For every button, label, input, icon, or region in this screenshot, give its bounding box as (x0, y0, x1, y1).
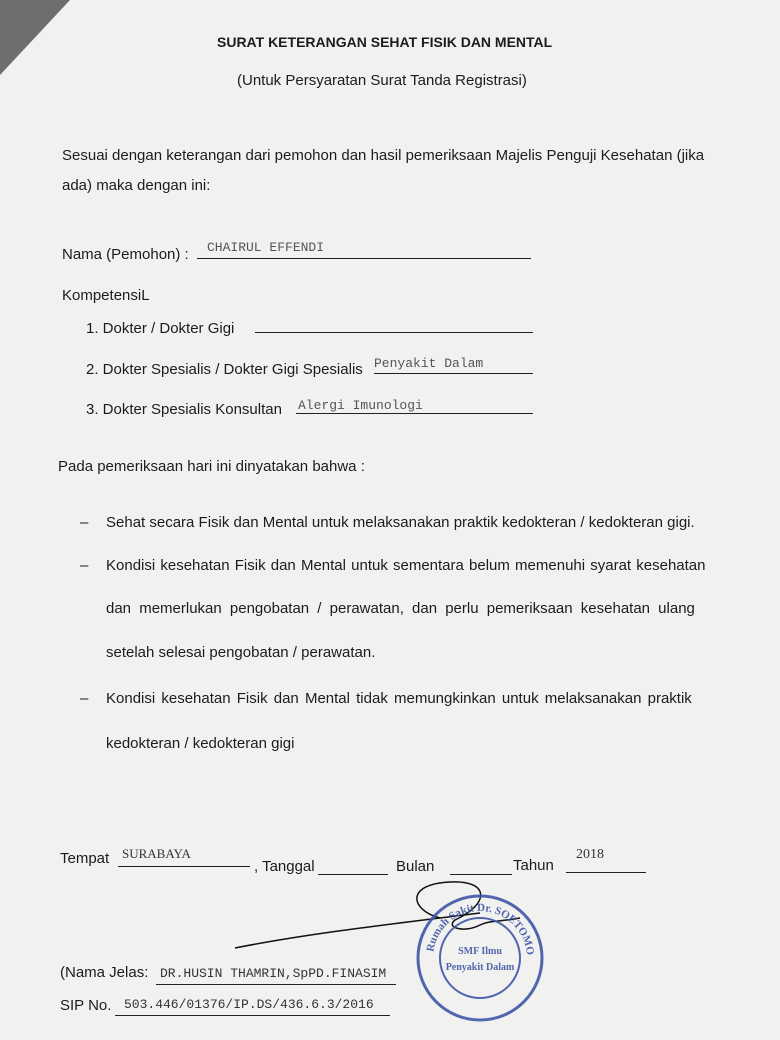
sip-line (115, 1015, 390, 1016)
bullet-mark: – (80, 557, 89, 574)
tempat-line (118, 866, 250, 867)
nama-jelas-value: DR.HUSIN THAMRIN,SpPD.FINASIM (160, 966, 387, 981)
sip-label: SIP No. (60, 997, 112, 1014)
kompetensi-item-label: 2. Dokter Spesialis / Dokter Gigi Spesialis (86, 361, 363, 378)
kompetensi-line (296, 413, 533, 414)
bullet-2-line: dan memerlukan pengobatan / perawatan, dan perlu pemeriksaan kesehatan ulang (106, 600, 695, 617)
bulan-label: Bulan (396, 858, 435, 875)
kompetensi-item-label: 3. Dokter Spesialis Konsultan (86, 401, 282, 418)
tempat-label: Tempat (60, 850, 110, 867)
kompetensi-label: KompetensiL (62, 287, 150, 304)
nama-label: Nama (Pemohon) : (62, 246, 189, 263)
bullet-1-line: Sehat secara Fisik dan Mental untuk melaksanakan praktik kedokteran / kedokteran gigi. (106, 514, 695, 531)
kompetensi-value: Alergi Imunologi (298, 398, 423, 413)
nama-line (197, 258, 531, 259)
hospital-stamp (410, 888, 550, 1028)
stamp-center-text: SMF Ilmu (458, 946, 502, 957)
tempat-value: SURABAYA (122, 846, 191, 861)
nama-jelas-line (156, 984, 396, 985)
photo-corner-shadow (0, 0, 70, 75)
tahun-value: 2018 (576, 847, 604, 862)
kompetensi-line (255, 332, 533, 333)
bullet-2-line: Kondisi kesehatan Fisik dan Mental untuk sementara belum memenuhi syarat kesehatan (106, 557, 706, 574)
document-subtitle: (Untuk Persyaratan Surat Tanda Registrasi) (237, 72, 527, 89)
document-title: SURAT KETERANGAN SEHAT FISIK DAN MENTAL (217, 34, 553, 50)
bullet-3-line: Kondisi kesehatan Fisik dan Mental tidak memungkinkan untuk melaksanakan praktik (106, 690, 692, 707)
stamp-center-text: Penyakit Dalam (445, 962, 515, 973)
tahun-label: Tahun (513, 857, 554, 874)
intro-line-2: ada) maka dengan ini: (62, 177, 211, 194)
sip-value: 503.446/01376/IP.DS/436.6.3/2016 (124, 997, 374, 1012)
kompetensi-item-label: 1. Dokter / Dokter Gigi (86, 320, 235, 337)
nama-value: CHAIRUL EFFENDI (207, 240, 325, 255)
stamp-ring-text: Rumah Sakit Dr. SOETOMO (424, 901, 537, 956)
bullet-3-line: kedokteran / kedokteran gigi (106, 735, 295, 752)
tanggal-label: , Tanggal (254, 858, 315, 875)
bulan-line (450, 874, 512, 875)
nama-jelas-label: (Nama Jelas: (60, 964, 149, 981)
intro-line-1: Sesuai dengan keterangan dari pemohon dan hasil pemeriksaan Majelis Penguji Kesehatan (jika (62, 147, 705, 164)
bullet-2-line: setelah selesai pengobatan / perawatan. (106, 644, 376, 661)
kompetensi-value: Penyakit Dalam (374, 356, 484, 371)
tanggal-line (318, 874, 388, 875)
kompetensi-line (374, 373, 533, 374)
tahun-line (566, 872, 646, 873)
bullet-mark: – (80, 690, 89, 707)
pemeriksaan-label: Pada pemeriksaan hari ini dinyatakan bahwa : (58, 458, 365, 475)
bullet-mark: – (80, 514, 89, 531)
